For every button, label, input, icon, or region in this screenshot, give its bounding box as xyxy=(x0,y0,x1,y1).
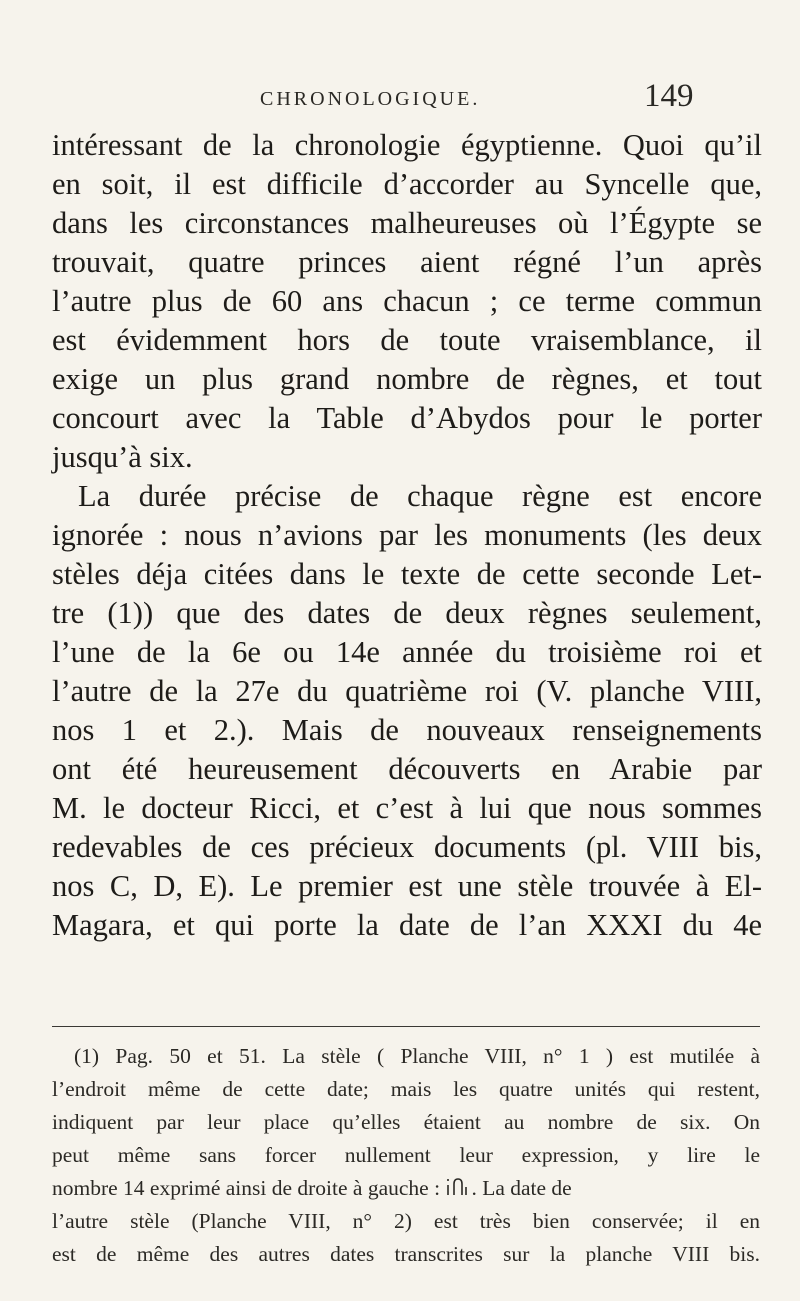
footnote-line: est de même des autres dates transcrites sur la planche VIII bis. xyxy=(52,1242,760,1266)
text-line: dans les circonstances malheureuses où l’Égypte se xyxy=(52,206,762,240)
footnote-line: l’endroit même de cette date; mais les quatre unités qui restent, xyxy=(52,1077,760,1101)
text-line: intéressant de la chronologie égyptienne. Quoi qu’il xyxy=(52,128,762,162)
text-line: trouvait, quatre princes aient régné l’un après xyxy=(52,245,762,279)
text-line: M. le docteur Ricci, et c’est à lui que nous sommes xyxy=(52,791,762,825)
text-line: l’autre plus de 60 ans chacun ; ce terme commun xyxy=(52,284,762,318)
text-line: en soit, il est difficile d’accorder au Syncelle que, xyxy=(52,167,762,201)
paragraph-start-line: La durée précise de chaque règne est encore xyxy=(78,479,762,513)
running-head-title: CHRONOLOGIQUE. xyxy=(260,88,481,110)
text-line: est évidemment hors de toute vraisemblance, il xyxy=(52,323,762,357)
text-line: nos C, D, E). Le premier est une stèle trouvée à El- xyxy=(52,869,762,903)
page-number: 149 xyxy=(644,78,694,114)
footnotes xyxy=(52,1040,760,1271)
text-line: Magara, et qui porte la date de l’an XXXI du 4e xyxy=(52,908,762,942)
text-line: nos 1 et 2.). Mais de nouveaux renseignements xyxy=(52,713,762,747)
text-line: l’autre de la 27e du quatrième roi (V. planche VIII, xyxy=(52,674,762,708)
text-line: redevables de ces précieux documents (pl. VIII bis, xyxy=(52,830,762,864)
text-line: ignorée : nous n’avions par les monuments (les deux xyxy=(52,518,762,552)
footnote-line: peut même sans forcer nullement leur expression, y lire le xyxy=(52,1143,760,1167)
footnote-line-end: . La date de xyxy=(471,1176,572,1200)
footnote-rule xyxy=(52,1026,760,1027)
text-line: tre (1)) que des dates de deux règnes seulement, xyxy=(52,596,762,630)
footnote-line: l’autre stèle (Planche VIII, n° 2) est très bien conservée; il en xyxy=(52,1209,760,1233)
footnote-line-with-glyph xyxy=(52,1172,760,1205)
text-line: jusqu’à six. xyxy=(52,440,193,474)
footnote-line: indiquent par leur place qu’elles étaient au nombre de six. On xyxy=(52,1110,760,1134)
footnote-line: (1) Pag. 50 et 51. La stèle ( Planche VIII, n° 1 ) est mutilée à xyxy=(74,1044,760,1068)
text-line: exige un plus grand nombre de règnes, et tout xyxy=(52,362,762,396)
text-line: ont été heureusement découverts en Arabie par xyxy=(52,752,762,786)
running-head xyxy=(0,78,800,118)
text-line: l’une de la 6e ou 14e année du troisième roi et xyxy=(52,635,762,669)
text-line: concourt avec la Table d’Abydos pour le porter xyxy=(52,401,762,435)
hieratic-numeral-icon xyxy=(445,1174,471,1194)
footnote-line-start: nombre 14 exprimé ainsi de droite à gauche : xyxy=(52,1176,441,1200)
body-text xyxy=(52,126,762,945)
text-line: stèles déja citées dans le texte de cette seconde Let- xyxy=(52,557,762,591)
